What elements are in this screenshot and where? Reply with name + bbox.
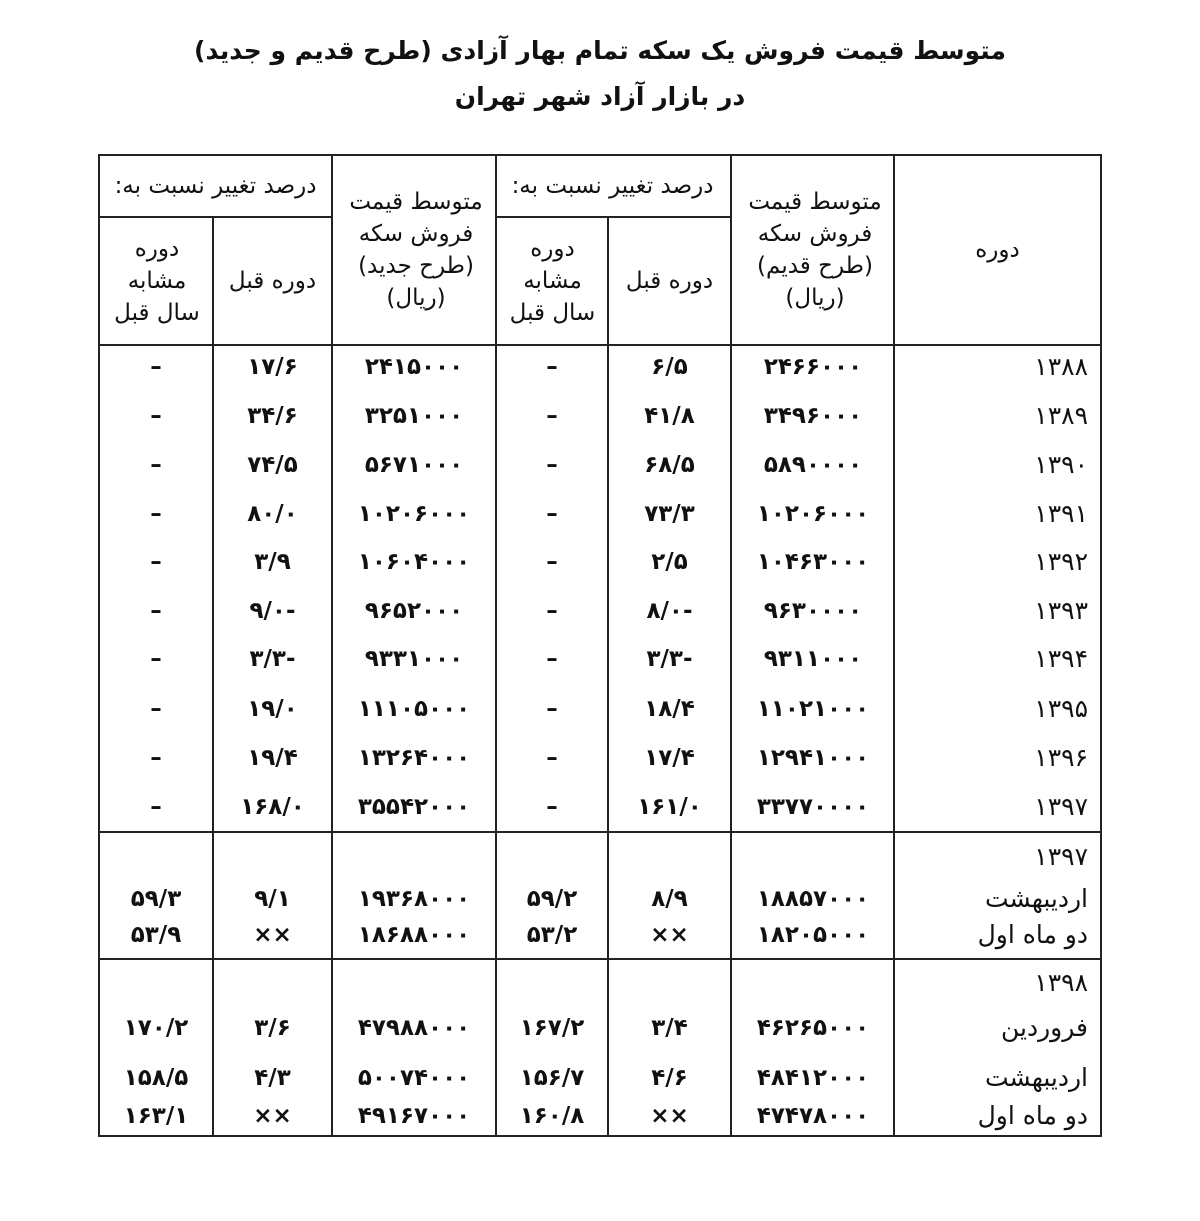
row-period: ۱۳۹۴ (1034, 644, 1088, 673)
header-prev-new: دوره قبل (228, 268, 317, 294)
row-period: ۱۳۹۷ (1034, 792, 1088, 821)
cell-avg-old: ۱۰۴۶۳۰۰۰ (756, 549, 870, 575)
cell-prev-new: ×× (253, 1103, 292, 1129)
cell-prev-old: -۳/۳ (646, 646, 693, 672)
cell-prev-new: ۱۹/۰ (247, 696, 298, 722)
cell-avg-old: ۲۴۶۶۰۰۰ (763, 354, 863, 380)
cell-avg-new: ۳۲۵۱۰۰۰ (364, 403, 464, 429)
cell-same-old: – (546, 598, 558, 624)
cell-prev-new: ۳/۹ (254, 549, 291, 575)
cell-avg-old: ۴۷۴۷۸۰۰۰ (756, 1103, 870, 1129)
divider (98, 344, 1102, 346)
cell-prev-old: ۱۶۱/۰ (637, 794, 702, 820)
cell-same-old: – (546, 403, 558, 429)
table-title-line-2: در بازار آزاد شهر تهران (454, 82, 746, 111)
row-period: ۱۳۹۳ (1034, 596, 1088, 625)
cell-same-old: – (546, 745, 558, 771)
cell-avg-old: ۱۸۲۰۵۰۰۰ (756, 922, 870, 948)
cell-same-new: – (150, 452, 162, 478)
cell-same-new: – (150, 354, 162, 380)
cell-prev-old: ×× (650, 1103, 689, 1129)
cell-prev-old: -۸/۰ (646, 598, 693, 624)
cell-same-old: – (546, 696, 558, 722)
cell-avg-new: ۱۹۳۶۸۰۰۰ (357, 886, 471, 912)
section-year-1397: ۱۳۹۷ (1034, 842, 1088, 871)
cell-same-old: – (546, 646, 558, 672)
cell-prev-new: ۳/۶ (254, 1015, 291, 1041)
cell-prev-new: -۳/۳ (249, 646, 296, 672)
row-period: ۱۳۹۵ (1034, 694, 1088, 723)
row-period: ۱۳۹۶ (1034, 743, 1088, 772)
cell-same-new: – (150, 598, 162, 624)
cell-same-old: ۵۳/۲ (526, 922, 578, 948)
cell-prev-new: ۷۴/۵ (247, 452, 298, 478)
row-period: فروردین (1000, 1013, 1088, 1042)
cell-avg-old: ۳۳۷۷۰۰۰۰ (756, 794, 870, 820)
cell-prev-old: ۴۱/۸ (644, 403, 695, 429)
cell-avg-new: ۱۸۶۸۸۰۰۰ (357, 922, 471, 948)
cell-prev-old: ۱۸/۴ (644, 696, 695, 722)
cell-same-new: ۱۷۰/۲ (123, 1015, 189, 1041)
cell-same-old: – (546, 501, 558, 527)
cell-avg-new: ۴۹۱۶۷۰۰۰ (357, 1103, 471, 1129)
divider (98, 958, 1102, 960)
cell-same-new: – (150, 794, 162, 820)
header-same-old: دوره مشابه سال قبل (509, 236, 596, 326)
cell-prev-old: ۶۸/۵ (644, 452, 695, 478)
cell-prev-new: ۱۷/۶ (247, 354, 298, 380)
cell-same-old: ۱۵۶/۷ (519, 1065, 585, 1091)
row-period: ۱۳۸۸ (1034, 352, 1088, 381)
cell-same-old: ۱۶۰/۸ (519, 1103, 585, 1129)
cell-avg-old: ۱۲۹۴۱۰۰۰ (756, 745, 870, 771)
cell-same-new: ۵۹/۳ (130, 886, 182, 912)
section-year-1398: ۱۳۹۸ (1034, 968, 1088, 997)
cell-avg-new: ۴۷۹۸۸۰۰۰ (357, 1015, 471, 1041)
cell-avg-old: ۴۸۴۱۲۰۰۰ (756, 1065, 870, 1091)
cell-same-new: – (150, 745, 162, 771)
cell-same-old: ۱۶۷/۲ (519, 1015, 585, 1041)
row-period: دو ماه اول (977, 920, 1088, 949)
cell-same-new: – (150, 501, 162, 527)
cell-prev-old: ۲/۵ (651, 549, 688, 575)
cell-avg-new: ۱۱۱۰۵۰۰۰ (357, 696, 471, 722)
header-avg-old: متوسط قیمت فروش سکه (طرح قدیم) (ریال) (748, 189, 882, 311)
row-period: اردیبهشت (984, 884, 1088, 913)
header-change-group-old: درصد تغییر نسبت به: (511, 173, 714, 199)
cell-avg-new: ۹۳۳۱۰۰۰ (364, 646, 464, 672)
cell-avg-new: ۱۰۲۰۶۰۰۰ (357, 501, 471, 527)
cell-same-old: – (546, 452, 558, 478)
cell-avg-new: ۹۶۵۲۰۰۰ (364, 598, 464, 624)
cell-same-old: – (546, 794, 558, 820)
cell-avg-old: ۴۶۲۶۵۰۰۰ (756, 1015, 870, 1041)
cell-avg-new: ۱۰۶۰۴۰۰۰ (357, 549, 471, 575)
row-period: ۱۳۹۰ (1034, 450, 1088, 479)
cell-same-old: ۵۹/۲ (526, 886, 578, 912)
cell-same-new: – (150, 646, 162, 672)
cell-prev-old: ×× (650, 922, 689, 948)
header-period: دوره (975, 237, 1020, 263)
cell-same-old: – (546, 354, 558, 380)
cell-prev-new: ۹/۱ (254, 886, 291, 912)
cell-prev-new: ۱۶۸/۰ (240, 794, 305, 820)
cell-prev-old: ۶/۵ (651, 354, 688, 380)
cell-avg-old: ۱۸۸۵۷۰۰۰ (756, 886, 870, 912)
table-title-line-1: متوسط قیمت فروش یک سکه تمام بهار آزادی (طرح قدیم و جدید) (194, 36, 1006, 65)
divider (730, 154, 732, 1137)
header-avg-new: متوسط قیمت فروش سکه (طرح جدید) (ریال) (349, 189, 483, 311)
row-period: دو ماه اول (977, 1101, 1088, 1130)
cell-avg-old: ۹۶۳۰۰۰۰ (763, 598, 863, 624)
cell-avg-new: ۲۴۱۵۰۰۰ (364, 354, 464, 380)
cell-same-new: ۵۳/۹ (130, 922, 182, 948)
cell-avg-new: ۵۰۰۷۴۰۰۰ (357, 1065, 471, 1091)
row-period: ۱۳۸۹ (1034, 401, 1088, 430)
row-period: ۱۳۹۲ (1034, 547, 1088, 576)
cell-prev-new: ۴/۳ (254, 1065, 291, 1091)
cell-prev-old: ۳/۴ (651, 1015, 688, 1041)
header-prev-old: دوره قبل (625, 268, 714, 294)
header-change-group-new: درصد تغییر نسبت به: (114, 173, 317, 199)
cell-avg-new: ۵۶۷۱۰۰۰ (364, 452, 464, 478)
cell-prev-new: ۸۰/۰ (247, 501, 298, 527)
cell-same-new: – (150, 403, 162, 429)
row-period: اردیبهشت (984, 1063, 1088, 1092)
cell-prev-new: ۱۹/۴ (247, 745, 298, 771)
row-period: ۱۳۹۱ (1034, 499, 1088, 528)
cell-avg-old: ۱۱۰۲۱۰۰۰ (756, 696, 870, 722)
cell-prev-old: ۴/۶ (651, 1065, 688, 1091)
cell-prev-old: ۸/۹ (651, 886, 688, 912)
cell-prev-new: ۳۴/۶ (247, 403, 298, 429)
cell-avg-old: ۹۳۱۱۰۰۰ (763, 646, 863, 672)
cell-same-new: – (150, 549, 162, 575)
divider (98, 831, 1102, 833)
cell-prev-old: ۱۷/۴ (644, 745, 695, 771)
cell-same-new: – (150, 696, 162, 722)
cell-same-new: ۱۶۳/۱ (123, 1103, 189, 1129)
cell-same-new: ۱۵۸/۵ (123, 1065, 189, 1091)
cell-prev-old: ۷۳/۳ (644, 501, 695, 527)
header-same-new: دوره مشابه سال قبل (114, 236, 200, 326)
cell-avg-old: ۳۴۹۶۰۰۰ (763, 403, 863, 429)
cell-avg-old: ۵۸۹۰۰۰۰ (763, 452, 863, 478)
cell-prev-new: ×× (253, 922, 292, 948)
cell-same-old: – (546, 549, 558, 575)
cell-avg-new: ۱۳۲۶۴۰۰۰ (357, 745, 471, 771)
cell-prev-new: -۹/۰ (249, 598, 296, 624)
cell-avg-new: ۳۵۵۴۲۰۰۰ (357, 794, 471, 820)
cell-avg-old: ۱۰۲۰۶۰۰۰ (756, 501, 870, 527)
